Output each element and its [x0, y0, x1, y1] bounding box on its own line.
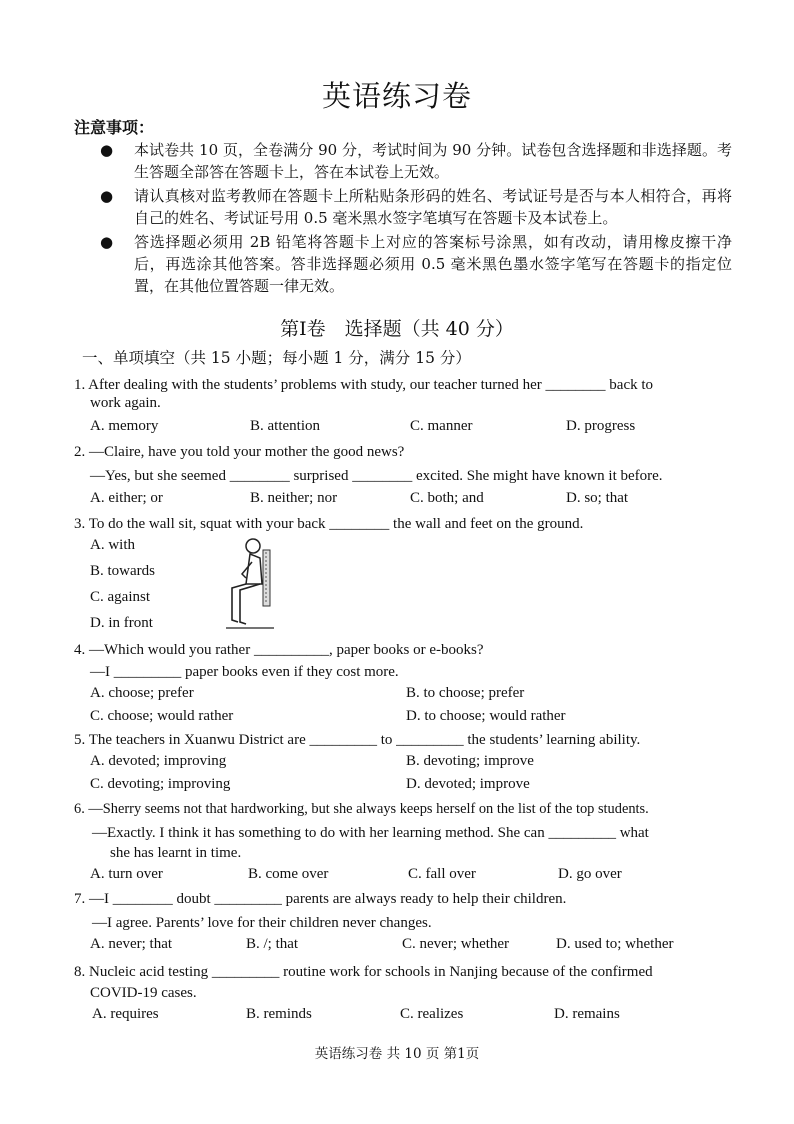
- wall-sit-figure: [222, 536, 278, 632]
- option-d: D. used to; whether: [556, 936, 674, 952]
- notice-text: 请认真核对监考教师在答题卡上所粘贴条形码的姓名、考试证号是否与本人相符合，再将自己的姓名、考试证号用 0.5 毫米黑水签字笔填写在答题卡及本试卷上。: [134, 187, 732, 227]
- question-4-line-2: —I _________ paper books even if they cost more.: [90, 664, 399, 680]
- bullet-icon: ●: [100, 141, 114, 159]
- option-b: B. to choose; prefer: [406, 685, 525, 701]
- question-2-line-1: 2. —Claire, have you told your mother the good news?: [74, 444, 405, 460]
- option-b: B. /; that: [246, 936, 299, 952]
- option-d: D. so; that: [566, 490, 629, 506]
- option-b: B. reminds: [246, 1006, 312, 1022]
- question-6-line-3: she has learnt in time.: [110, 845, 242, 861]
- question-8-line-2: COVID-19 cases.: [90, 985, 197, 1001]
- section-title: 第I卷 选择题（共 40 分）: [280, 318, 514, 340]
- question-8-line-1: 8. Nucleic acid testing _________ routine work for schools in Nanjing because of the confirmed: [74, 964, 653, 980]
- option-d: D. to choose; would rather: [406, 708, 566, 724]
- option-a: A. devoted; improving: [90, 753, 227, 769]
- option-b: B. towards: [90, 563, 155, 579]
- option-c: C. manner: [410, 418, 473, 434]
- bullet-icon: ●: [100, 233, 114, 251]
- option-b: B. neither; nor: [250, 490, 338, 506]
- part-title: 一、单项填空（共 15 小题；每小题 1 分，满分 15 分）: [82, 349, 471, 367]
- option-a: A. requires: [92, 1006, 159, 1022]
- option-a: A. never; that: [90, 936, 173, 952]
- notice-item: [100, 139, 732, 183]
- exam-title: 英语练习卷: [321, 79, 472, 113]
- option-b: B. come over: [248, 866, 329, 882]
- option-a: A. either; or: [90, 490, 163, 506]
- option-b: B. attention: [250, 418, 320, 434]
- option-d: D. in front: [90, 615, 153, 631]
- option-c: C. devoting; improving: [90, 776, 231, 792]
- question-6-line-1: 6. —Sherry seems not that hardworking, but she always keeps herself on the list of the top students.: [74, 801, 649, 817]
- notice-text: 本试卷共 10 页，全卷满分 90 分，考试时间为 90 分钟。试卷包含选择题和非选择题。考生答题全部答在答题卡上，答在本试卷上无效。: [134, 141, 732, 181]
- option-d: D. devoted; improve: [406, 776, 530, 792]
- option-a: A. choose; prefer: [90, 685, 194, 701]
- option-a: A. with: [90, 537, 135, 553]
- option-b: B. devoting; improve: [406, 753, 534, 769]
- question-1-line-1: 1. After dealing with the students’ problems with study, our teacher turned her ________ back to: [74, 377, 654, 393]
- option-c: C. against: [90, 589, 150, 605]
- question-2-line-2: —Yes, but she seemed ________ surprised ________ excited. She might have known it before.: [90, 468, 663, 484]
- notice-item: [100, 231, 732, 297]
- option-c: C. choose; would rather: [90, 708, 234, 724]
- notice-label: 注意事项：: [74, 118, 155, 137]
- option-d: D. remains: [554, 1006, 620, 1022]
- question-6-line-2: —Exactly. I think it has something to do with her learning method. She can _________ what: [92, 825, 649, 841]
- question-5-line-1: 5. The teachers in Xuanwu District are _________ to _________ the students’ learning ability.: [74, 732, 641, 748]
- option-a: A. memory: [90, 418, 159, 434]
- question-1-line-2: work again.: [90, 395, 161, 411]
- option-c: C. both; and: [410, 490, 484, 506]
- option-c: C. never; whether: [402, 936, 510, 952]
- option-c: C. fall over: [408, 866, 476, 882]
- notice-text: 答选择题必须用 2B 铅笔将答题卡上对应的答案标号涂黑，如有改动，请用橡皮擦干净后，再选涂其他答案。答非选择题必须用 0.5 毫米黑色墨水签字笔写在答题卡的指定位置，在其他位置答题一律无效。: [134, 233, 732, 295]
- option-a: A. turn over: [90, 866, 163, 882]
- question-7-line-2: —I agree. Parents’ love for their children never changes.: [92, 915, 432, 931]
- notice-item: [100, 185, 732, 229]
- option-d: D. progress: [566, 418, 636, 434]
- question-7-line-1: 7. —I ________ doubt _________ parents are always ready to help their children.: [74, 891, 567, 907]
- option-c: C. realizes: [400, 1006, 464, 1022]
- page-footer: 英语练习卷 共 10 页 第1页: [314, 1046, 480, 1062]
- question-4-line-1: 4. —Which would you rather __________, paper books or e-books?: [74, 642, 484, 658]
- option-d: D. go over: [558, 866, 622, 882]
- bullet-icon: ●: [100, 187, 114, 205]
- question-3-line-1: 3. To do the wall sit, squat with your back ________ the wall and feet on the ground.: [74, 516, 584, 532]
